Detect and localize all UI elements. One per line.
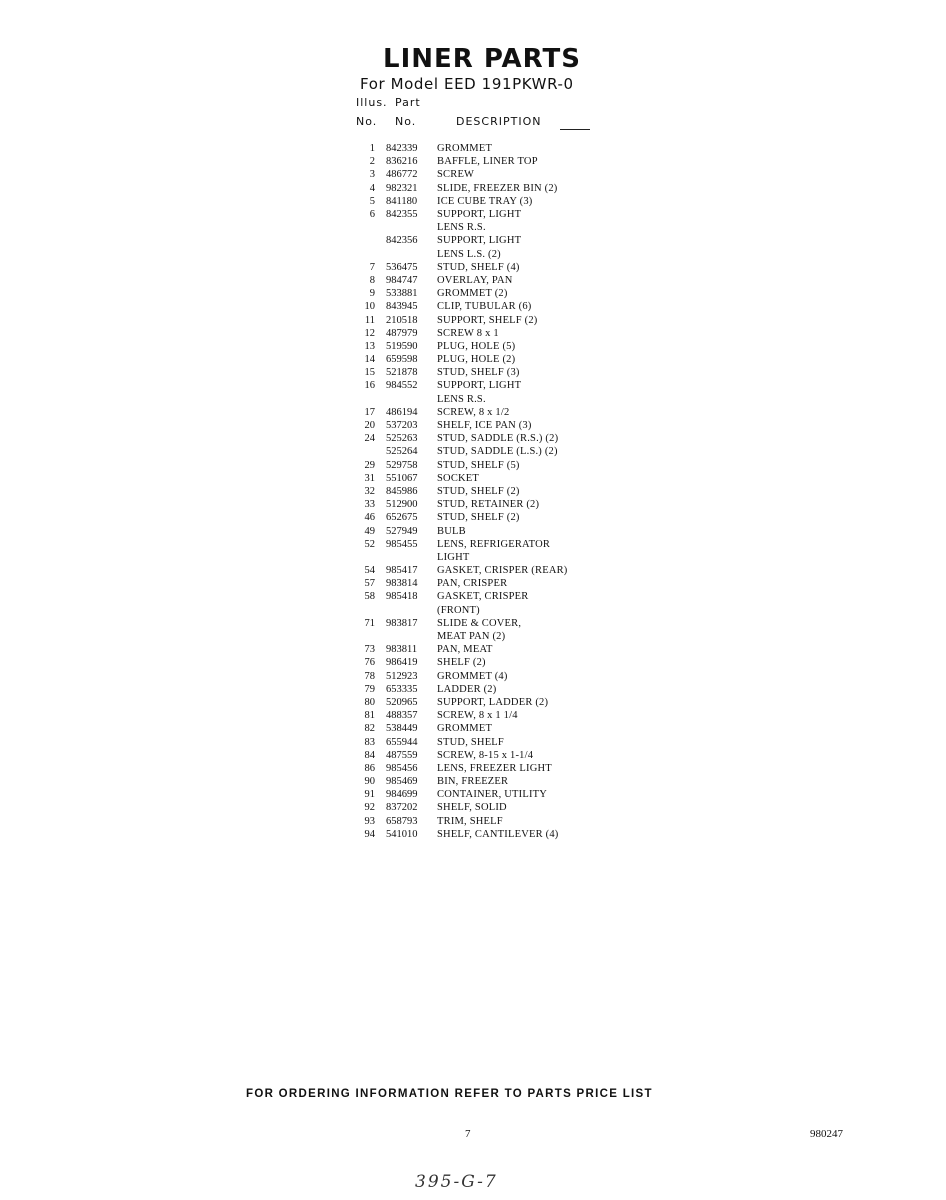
part-number: 984747 (386, 274, 418, 286)
part-description: CONTAINER, UTILITY (437, 789, 548, 801)
table-row (352, 617, 602, 630)
illus-number: 73 (364, 644, 375, 656)
table-row (352, 577, 602, 590)
table-row (352, 379, 602, 392)
part-number: 842356 (386, 235, 418, 247)
col-illus-bottom: No. (356, 115, 378, 128)
part-description: SLIDE & COVER, (437, 617, 522, 629)
col-description: DESCRIPTION (456, 115, 542, 128)
table-row (352, 142, 602, 155)
part-description: LENS, FREEZER LIGHT (437, 762, 552, 774)
table-row (352, 327, 602, 340)
part-description: GASKET, CRISPER (437, 591, 529, 603)
table-row (352, 590, 602, 603)
model-line: For Model EED 191PKWR-0 (360, 75, 574, 93)
part-description: LADDER (2) (437, 683, 497, 695)
part-number: 985469 (386, 776, 418, 788)
table-row (352, 749, 602, 762)
part-number: 658793 (386, 815, 418, 827)
illus-number: 13 (364, 340, 375, 352)
table-row (352, 313, 602, 326)
part-number: 843945 (386, 301, 418, 313)
part-description: GROMMET (4) (437, 670, 508, 682)
illus-number: 80 (364, 696, 375, 708)
part-description: SCREW, 8 x 1/2 (437, 406, 510, 418)
illus-number: 2 (369, 156, 375, 168)
table-row (352, 366, 602, 379)
illus-number: 11 (364, 314, 375, 326)
table-row (352, 630, 602, 643)
table-row (352, 683, 602, 696)
table-row (352, 604, 602, 617)
part-number: 841180 (386, 195, 418, 207)
illus-number: 9 (369, 288, 375, 300)
table-row (352, 340, 602, 353)
part-description: LIGHT (437, 551, 470, 563)
part-description: PLUG, HOLE (2) (437, 354, 516, 366)
table-row (352, 432, 602, 445)
col-illus-top: Illus. (356, 96, 388, 109)
part-number: 985417 (386, 565, 418, 577)
part-number: 551067 (386, 472, 418, 484)
illus-number: 83 (364, 736, 375, 748)
part-description: SUPPORT, LIGHT (437, 235, 522, 247)
part-number: 837202 (386, 802, 418, 814)
table-row (352, 472, 602, 485)
table-row (352, 643, 602, 656)
part-description: SUPPORT, LIGHT (437, 380, 522, 392)
part-description: SHELF, SOLID (437, 802, 507, 814)
table-row (352, 419, 602, 432)
parts-table (352, 142, 602, 841)
table-row (352, 722, 602, 735)
table-row (352, 670, 602, 683)
part-description: PAN, MEAT (437, 644, 493, 656)
col-part-top: Part (395, 96, 421, 109)
illus-number: 90 (364, 776, 375, 788)
illus-number: 31 (364, 472, 375, 484)
part-description: SOCKET (437, 472, 480, 484)
part-description: SCREW, 8-15 x 1-1/4 (437, 749, 534, 761)
illus-number: 20 (364, 420, 375, 432)
part-number: 486194 (386, 406, 418, 418)
page-title: LINER PARTS (383, 44, 581, 74)
handwritten-note: 395-G-7 (415, 1172, 498, 1192)
part-description: STUD, SADDLE (L.S.) (2) (437, 446, 558, 458)
table-row (352, 524, 602, 537)
table-row (352, 762, 602, 775)
part-description: SHELF, CANTILEVER (4) (437, 828, 559, 840)
illus-number: 81 (364, 710, 375, 722)
part-number: 487559 (386, 749, 418, 761)
part-description: SHELF (2) (437, 657, 486, 669)
part-number: 845986 (386, 485, 418, 497)
header-rule (560, 129, 590, 130)
part-number: 983817 (386, 617, 418, 629)
illus-number: 3 (369, 169, 375, 181)
part-number: 537203 (386, 420, 418, 432)
table-row (352, 459, 602, 472)
part-description: GASKET, CRISPER (REAR) (437, 565, 568, 577)
part-description: STUD, SHELF (4) (437, 261, 520, 273)
illus-number: 29 (364, 459, 375, 471)
illus-number: 4 (369, 182, 375, 194)
part-number: 652675 (386, 512, 418, 524)
part-description: STUD, SHELF (2) (437, 485, 520, 497)
table-row (352, 511, 602, 524)
part-number: 521878 (386, 367, 418, 379)
part-description: TRIM, SHELF (437, 815, 503, 827)
part-number: 512900 (386, 499, 418, 511)
illus-number: 71 (364, 617, 375, 629)
illus-number: 7 (369, 261, 375, 273)
part-number: 984699 (386, 789, 418, 801)
part-description: LENS L.S. (2) (437, 248, 501, 260)
part-description: SCREW (437, 169, 475, 181)
table-row (352, 828, 602, 841)
table-row (352, 696, 602, 709)
part-number: 525264 (386, 446, 418, 458)
part-description: SHELF, ICE PAN (3) (437, 420, 532, 432)
part-description: MEAT PAN (2) (437, 631, 506, 643)
part-number: 520965 (386, 696, 418, 708)
table-row (352, 445, 602, 458)
part-description: PAN, CRISPER (437, 578, 508, 590)
illus-number: 52 (364, 538, 375, 550)
illus-number: 49 (364, 525, 375, 537)
part-number: 533881 (386, 288, 418, 300)
col-part-bottom: No. (395, 115, 417, 128)
illus-number: 12 (364, 327, 375, 339)
illus-number: 14 (364, 354, 375, 366)
part-description: LENS R.S. (437, 222, 486, 234)
illus-number: 1 (369, 143, 375, 155)
illus-number: 16 (364, 380, 375, 392)
part-description: STUD, SADDLE (R.S.) (2) (437, 433, 559, 445)
table-row (352, 274, 602, 287)
part-description: STUD, RETAINER (2) (437, 499, 540, 511)
illus-number: 24 (364, 433, 375, 445)
part-description: CLIP, TUBULAR (6) (437, 301, 532, 313)
table-row (352, 735, 602, 748)
illus-number: 78 (364, 670, 375, 682)
part-number: 842355 (386, 209, 418, 221)
part-number: 519590 (386, 340, 418, 352)
illus-number: 32 (364, 485, 375, 497)
illus-number: 57 (364, 578, 375, 590)
illus-number: 10 (364, 301, 375, 313)
table-row (352, 300, 602, 313)
illus-number: 5 (369, 195, 375, 207)
table-row (352, 788, 602, 801)
illus-number: 76 (364, 657, 375, 669)
illus-number: 92 (364, 802, 375, 814)
part-description: SUPPORT, LIGHT (437, 209, 522, 221)
part-description: LENS R.S. (437, 393, 486, 405)
part-number: 210518 (386, 314, 418, 326)
part-description: LENS, REFRIGERATOR (437, 538, 551, 550)
table-row (352, 498, 602, 511)
table-row (352, 406, 602, 419)
part-number: 986419 (386, 657, 418, 669)
table-row (352, 656, 602, 669)
illus-number: 58 (364, 591, 375, 603)
part-number: 525263 (386, 433, 418, 445)
table-row (352, 248, 602, 261)
part-number: 985455 (386, 538, 418, 550)
part-description: STUD, SHELF (437, 736, 504, 748)
part-number: 984552 (386, 380, 418, 392)
part-number: 836216 (386, 156, 418, 168)
table-row (352, 234, 602, 247)
part-description: PLUG, HOLE (5) (437, 340, 516, 352)
part-description: SLIDE, FREEZER BIN (2) (437, 182, 558, 194)
part-description: SCREW 8 x 1 (437, 327, 499, 339)
part-number: 655944 (386, 736, 418, 748)
illus-number: 94 (364, 828, 375, 840)
part-description: BULB (437, 525, 466, 537)
part-description: BIN, FREEZER (437, 776, 509, 788)
table-row (352, 815, 602, 828)
illus-number: 84 (364, 749, 375, 761)
illus-number: 86 (364, 762, 375, 774)
illus-number: 46 (364, 512, 375, 524)
table-row (352, 155, 602, 168)
part-description: GROMMET (2) (437, 288, 508, 300)
part-description: OVERLAY, PAN (437, 274, 513, 286)
part-number: 486772 (386, 169, 418, 181)
table-row (352, 393, 602, 406)
illus-number: 17 (364, 406, 375, 418)
table-row (352, 287, 602, 300)
part-number: 985418 (386, 591, 418, 603)
part-description: STUD, SHELF (2) (437, 512, 520, 524)
part-description: STUD, SHELF (3) (437, 367, 520, 379)
part-description: SUPPORT, SHELF (2) (437, 314, 538, 326)
part-number: 653335 (386, 683, 418, 695)
illus-number: 79 (364, 683, 375, 695)
table-row (352, 564, 602, 577)
table-row (352, 195, 602, 208)
illus-number: 33 (364, 499, 375, 511)
part-number: 538449 (386, 723, 418, 735)
table-row (352, 551, 602, 564)
table-row (352, 485, 602, 498)
table-row (352, 182, 602, 195)
part-number: 487979 (386, 327, 418, 339)
part-description: (FRONT) (437, 604, 480, 616)
illus-number: 6 (369, 209, 375, 221)
table-row (352, 709, 602, 722)
table-row (352, 538, 602, 551)
page-number: 7 (465, 1128, 471, 1140)
part-number: 659598 (386, 354, 418, 366)
part-number: 983811 (386, 644, 418, 656)
part-number: 527949 (386, 525, 418, 537)
table-row (352, 261, 602, 274)
table-row (352, 208, 602, 221)
part-number: 842339 (386, 143, 418, 155)
part-number: 512923 (386, 670, 418, 682)
part-number: 541010 (386, 828, 418, 840)
part-description: GROMMET (437, 723, 493, 735)
table-row (352, 775, 602, 788)
part-number: 536475 (386, 261, 418, 273)
part-description: ICE CUBE TRAY (3) (437, 195, 533, 207)
order-note: FOR ORDERING INFORMATION REFER TO PARTS PRICE LIST (246, 1088, 653, 1100)
illus-number: 91 (364, 789, 375, 801)
illus-number: 93 (364, 815, 375, 827)
part-number: 529758 (386, 459, 418, 471)
part-description: GROMMET (437, 143, 493, 155)
illus-number: 82 (364, 723, 375, 735)
table-row (352, 353, 602, 366)
table-row (352, 168, 602, 181)
part-description: SUPPORT, LADDER (2) (437, 696, 549, 708)
illus-number: 8 (369, 274, 375, 286)
table-row (352, 801, 602, 814)
part-description: STUD, SHELF (5) (437, 459, 520, 471)
part-number: 985456 (386, 762, 418, 774)
table-row (352, 221, 602, 234)
illus-number: 15 (364, 367, 375, 379)
part-description: BAFFLE, LINER TOP (437, 156, 538, 168)
part-number: 488357 (386, 710, 418, 722)
part-description: SCREW, 8 x 1 1/4 (437, 710, 518, 722)
part-number: 982321 (386, 182, 418, 194)
illus-number: 54 (364, 565, 375, 577)
doc-code: 980247 (810, 1128, 843, 1140)
part-number: 983814 (386, 578, 418, 590)
